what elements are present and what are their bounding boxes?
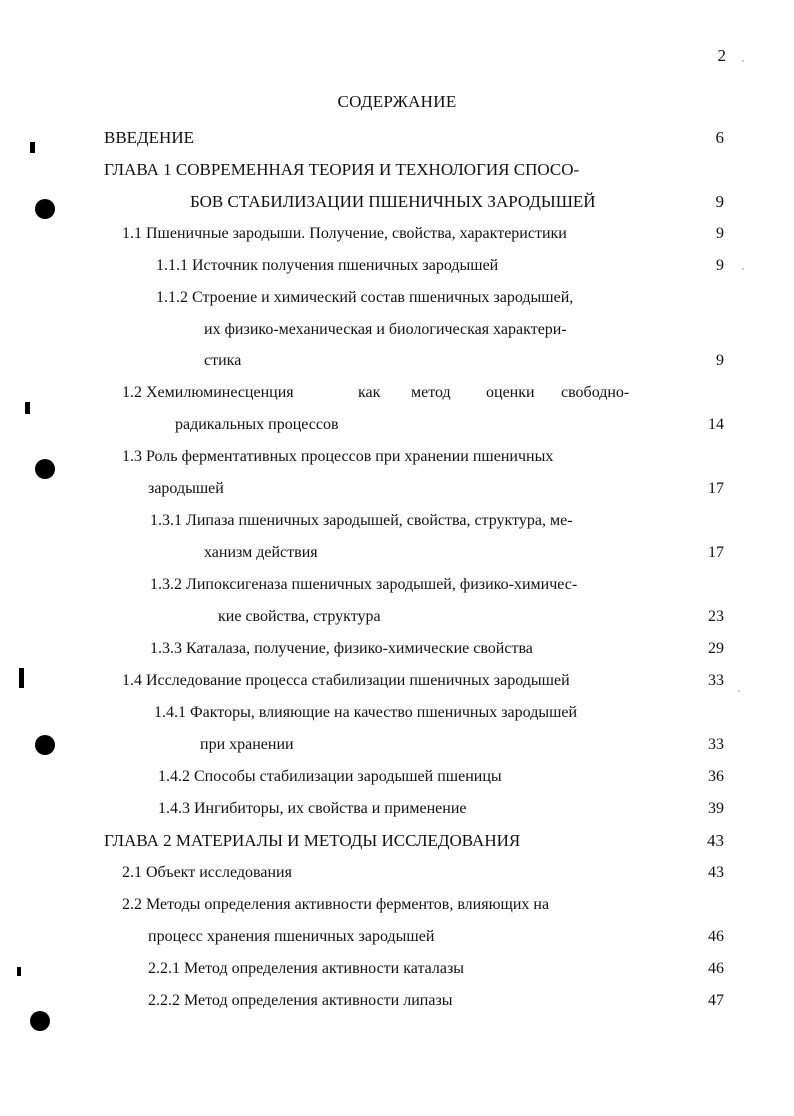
toc-entry-text: радикальных процессов [175,416,339,433]
toc-entry-text: процесс хранения пшеничных зародышей [148,928,435,945]
toc-entry-page: 9 [716,257,724,274]
toc-entry-page: 39 [708,800,724,817]
toc-entry-text: 2.2.1 Метод определения активности каталазы [148,960,465,977]
toc-entry-page: 29 [708,640,724,657]
toc-entry-text: стика [204,352,242,369]
toc-entry-page: 17 [708,544,724,561]
toc-entry-page: 36 [708,768,724,785]
toc-entry-page: 9 [716,225,724,242]
toc-entry-text: 2.1 Объект исследования [122,864,292,881]
punch-hole-mark [30,1011,50,1031]
toc-entry-text: 1.4.2 Способы стабилизации зародышей пшеницы [158,768,502,785]
toc-entry-text: 1.3 Роль ферментативных процессов при хранении пшеничных [122,448,554,465]
toc-entry-text: свободно- [561,384,630,401]
toc-entry-page: 9 [716,352,724,369]
toc-entry-text: 2.2.2 Метод определения активности липазы [148,992,453,1009]
scan-mark [25,402,30,414]
toc-entry-text: ханизм действия [204,544,318,561]
toc-entry-text: 1.1.2 Строение и химический состав пшеничных зародышей, [156,289,574,306]
toc-entry-text: 1.4.3 Ингибиторы, их свойства и применение [158,800,467,817]
toc-entry-page: 46 [708,960,724,977]
scan-mark [30,142,35,153]
toc-entry-text: 1.2 Хемилюминесценция [122,384,294,401]
scan-speck [742,268,744,270]
toc-entry-text: 1.3.2 Липоксигеназа пшеничных зародышей, физико-химичес- [150,576,578,593]
toc-entry-text: при хранении [200,736,294,753]
toc-entry-page: 43 [707,831,724,850]
toc-entry-text: метод [411,384,451,401]
toc-entry-page: 33 [708,736,724,753]
toc-entry-text: 1.3.3 Каталаза, получение, физико-химические свойства [150,640,533,657]
punch-hole-mark [35,735,55,755]
toc-entry-text: 1.4.1 Факторы, влияющие на качество пшеничных зародышей [154,704,578,721]
scan-mark [17,967,21,976]
toc-entry-text: оценки [486,384,535,401]
scan-speck [742,60,744,62]
toc-entry-text: ГЛАВА 1 СОВРЕМЕННАЯ ТЕОРИЯ И ТЕХНОЛОГИЯ СПОСО- [104,160,580,179]
toc-entry-page: 43 [708,864,724,881]
toc-entry-text: БОВ СТАБИЛИЗАЦИИ ПШЕНИЧНЫХ ЗАРОДЫШЕЙ [190,192,596,211]
toc-entry-text: 1.4 Исследование процесса стабилизации пшеничных зародышей [122,672,570,689]
toc-entry-text: зародышей [148,480,224,497]
toc-entry-page: 47 [708,992,724,1009]
page-title: СОДЕРЖАНИЕ [337,92,457,111]
toc-entry-text: 1.1 Пшеничные зародыши. Получение, свойства, характеристики [122,225,567,242]
toc-entry-text: 2.2 Методы определения активности ферментов, влияющих на [122,896,550,913]
toc-entry-page: 33 [708,672,724,689]
toc-entry-text: как [358,384,381,401]
punch-hole-mark [35,199,55,219]
toc-entry-page: 46 [708,928,724,945]
punch-hole-mark [35,459,55,479]
page-number: 2 [717,46,726,65]
toc-entry-text: 1.3.1 Липаза пшеничных зародышей, свойства, структура, ме- [150,512,573,529]
toc-entry-text: ВВЕДЕНИЕ [104,128,194,147]
toc-entry-text: кие свойства, структура [218,608,381,625]
toc-entry-page: 23 [708,608,724,625]
toc-entry-text: ГЛАВА 2 МАТЕРИАЛЫ И МЕТОДЫ ИССЛЕДОВАНИЯ [104,831,521,850]
scan-speck [738,690,740,692]
scan-mark [19,668,24,688]
toc-entry-page: 9 [715,192,724,211]
toc-entry-text: их физико-механическая и биологическая характери- [204,321,567,338]
toc-entry-page: 6 [715,128,724,147]
toc-entry-page: 17 [708,480,724,497]
toc-entry-text: 1.1.1 Источник получения пшеничных зародышей [156,257,499,274]
toc-entry-page: 14 [708,416,724,433]
